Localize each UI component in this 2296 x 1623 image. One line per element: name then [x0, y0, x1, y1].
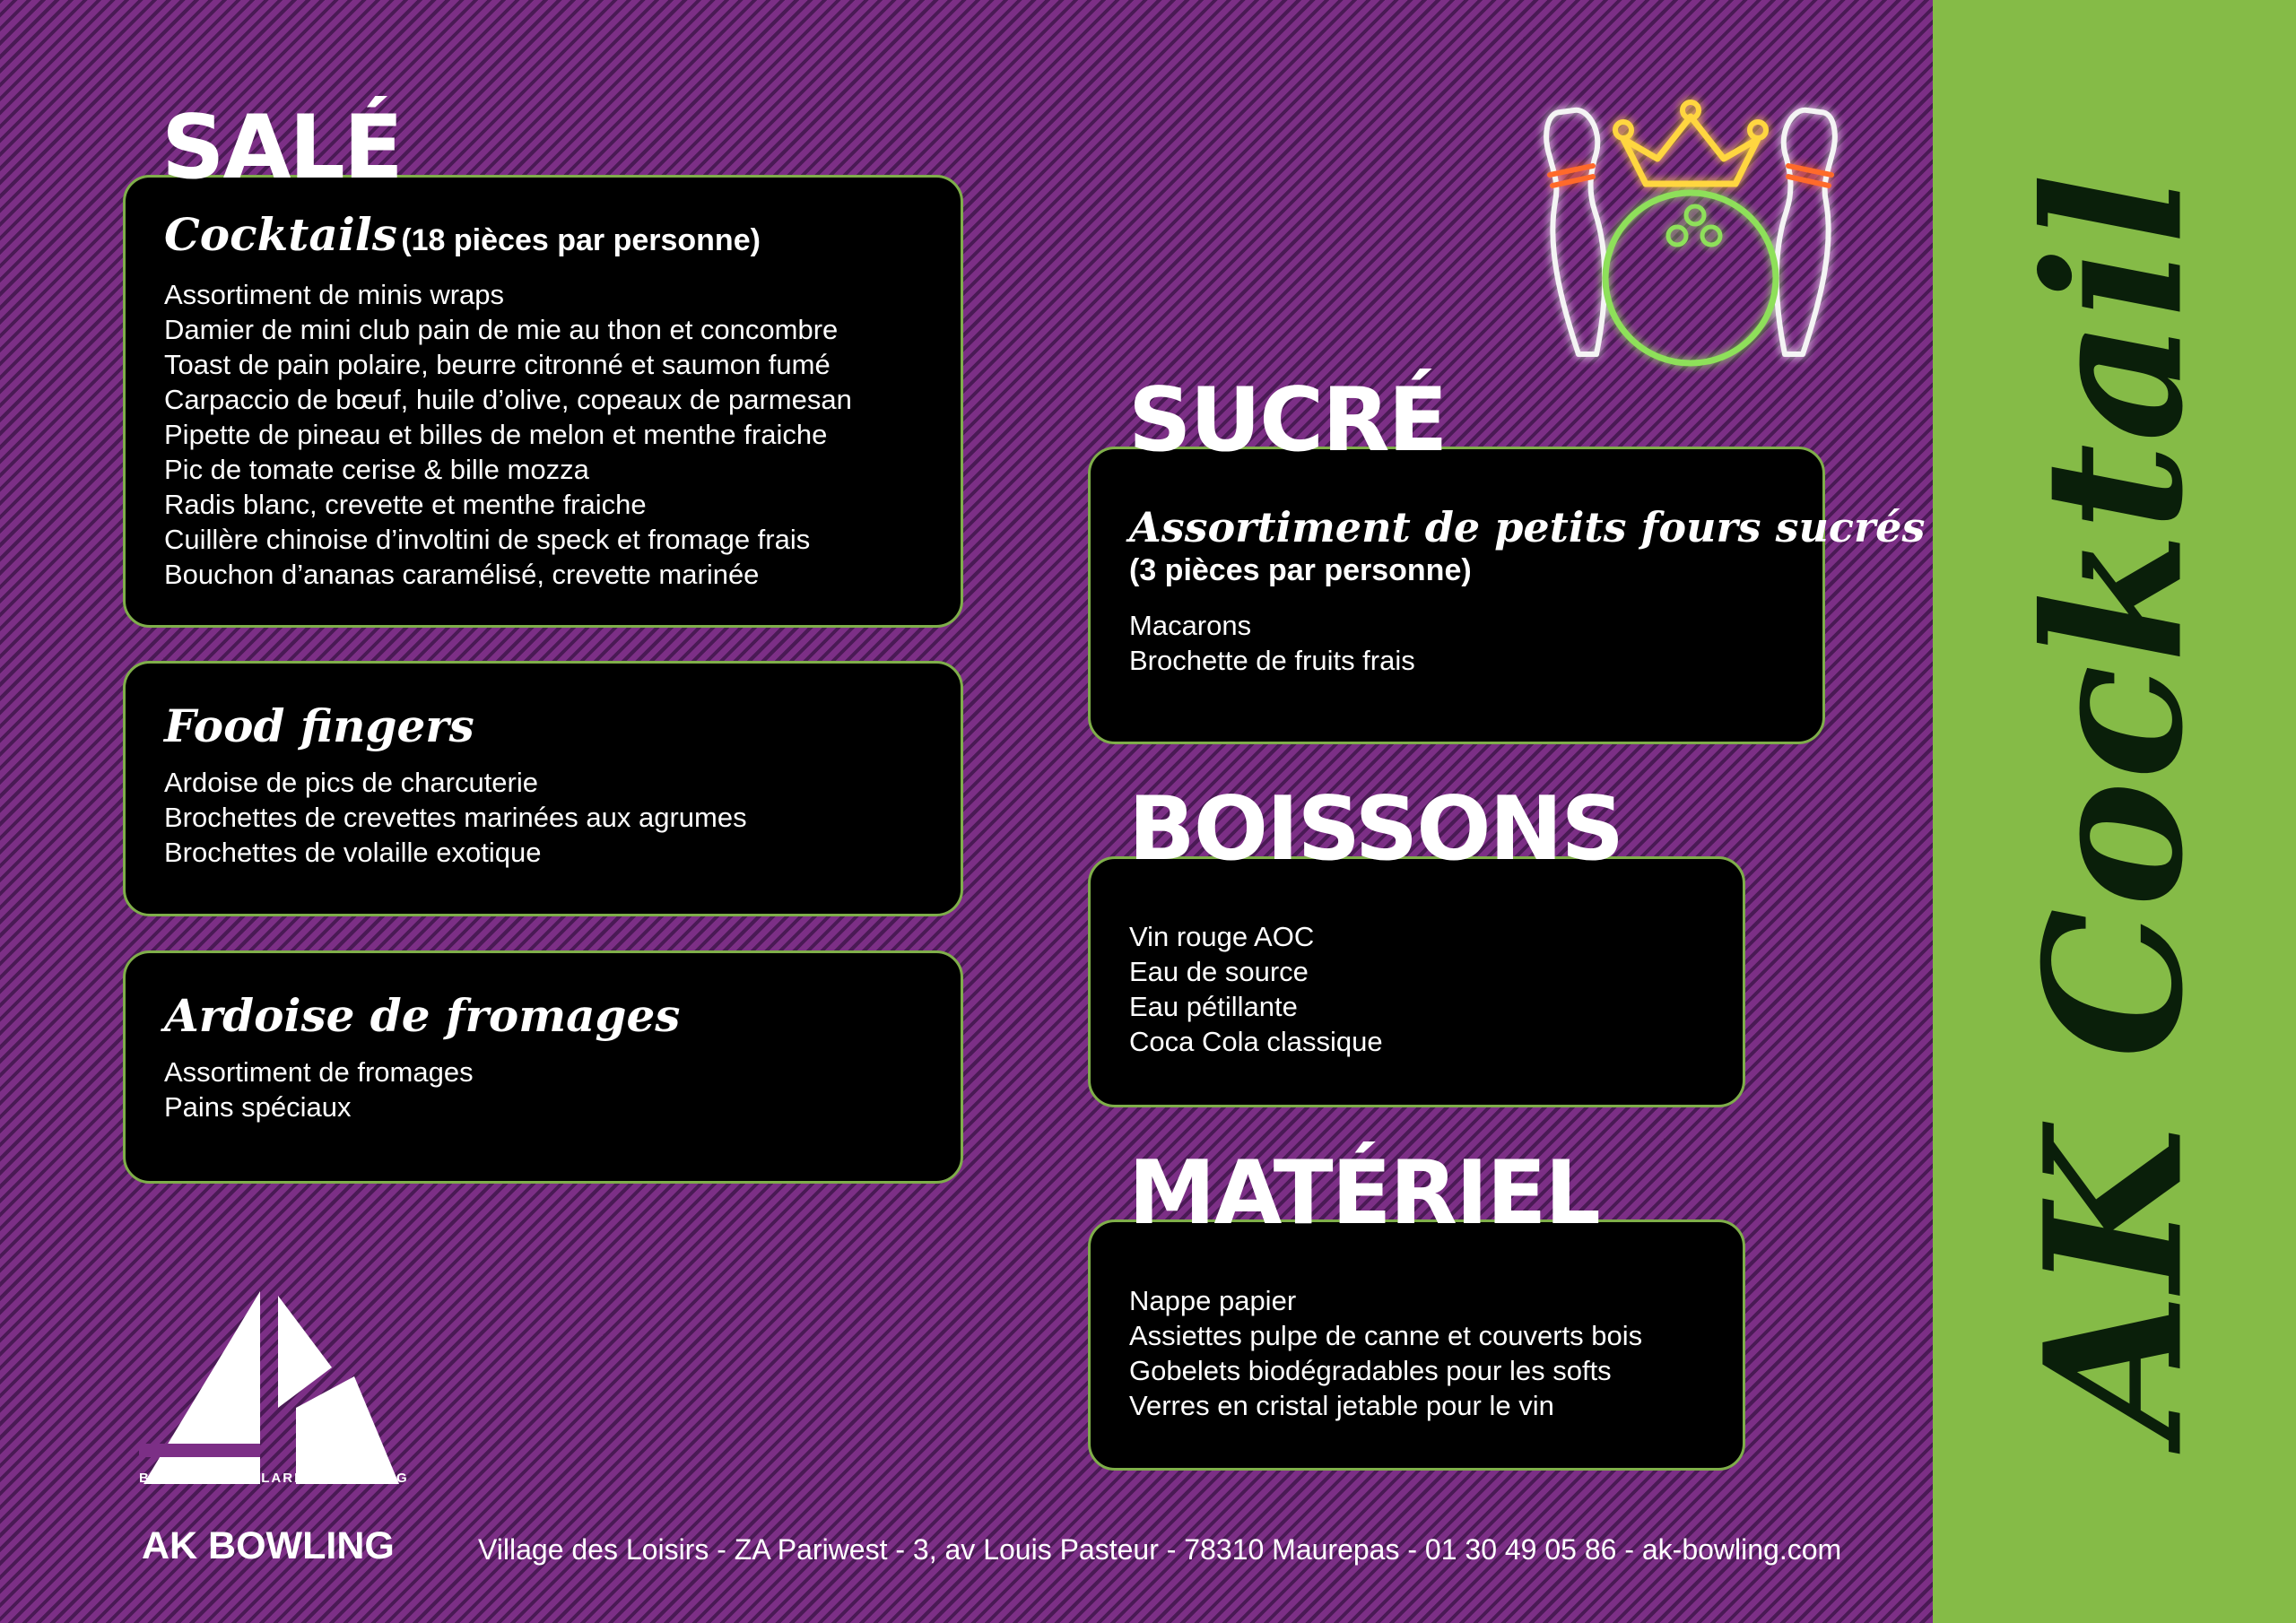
fromages-box: [123, 950, 963, 1184]
list-item: Gobelets biodégradables pour les softs: [1129, 1355, 1612, 1386]
list-item: Damier de mini club pain de mie au thon et concombre: [164, 314, 839, 345]
materiel-box: [1088, 1219, 1745, 1471]
list-item: Assortiment de minis wraps: [164, 279, 505, 310]
food-fingers-heading: Food fingers: [164, 699, 474, 752]
list-item: Pipette de pineau et billes de melon et menthe fraiche: [164, 419, 828, 450]
list-item: Cuillère chinoise d’involtini de speck et fromage frais: [164, 524, 811, 555]
sale-title: SALÉ: [161, 97, 402, 199]
list-item: Pic de tomate cerise & bille mozza: [164, 454, 589, 485]
list-item: Eau pétillante: [1129, 991, 1298, 1022]
list-item: Macarons: [1129, 610, 1252, 641]
sucre-title: SUCRÉ: [1128, 369, 1447, 472]
list-item: Coca Cola classique: [1129, 1026, 1383, 1057]
list-item: Vin rouge AOC: [1129, 921, 1315, 952]
list-item: Pains spéciaux: [164, 1091, 352, 1123]
brand-name: AK BOWLING: [142, 1524, 395, 1567]
list-item: Eau de source: [1129, 956, 1309, 987]
sucre-box: [1088, 447, 1926, 744]
neon-bowling-icon: [1525, 85, 1857, 390]
sucre-list: [1129, 608, 1787, 678]
cocktails-box: [123, 175, 963, 628]
fromages-heading: Ardoise de fromages: [164, 989, 681, 1042]
footer-address: Village des Loisirs - ZA Pariwest - 3, av Louis Pasteur - 78310 Maurepas - 01 30 49 05 86 - ak-bowling.com: [478, 1533, 1842, 1566]
logo-tagline: BOWLING • BILLARD • CLUBBING: [139, 1471, 409, 1486]
cocktails-list: [164, 277, 925, 592]
food-fingers-list: [164, 765, 925, 870]
cocktails-note: (18 pièces par personne): [401, 223, 761, 257]
sucre-heading: Assortiment de petits fours sucrés: [1129, 503, 1926, 551]
list-item: Assortiment de fromages: [164, 1056, 474, 1088]
food-fingers-box: [123, 661, 963, 916]
list-item: Brochette de fruits frais: [1129, 645, 1415, 676]
list-item: Ardoise de pics de charcuterie: [164, 767, 539, 798]
list-item: Verres en cristal jetable pour le vin: [1129, 1390, 1554, 1421]
list-item: Brochettes de volaille exotique: [164, 837, 542, 868]
fromages-list: [164, 1055, 925, 1124]
list-item: Assiettes pulpe de canne et couverts bois: [1129, 1320, 1643, 1351]
materiel-list: [1129, 1283, 1707, 1423]
boissons-title: BOISSONS: [1128, 778, 1623, 881]
boissons-box: [1088, 856, 1745, 1107]
list-item: Toast de pain polaire, beurre citronné et saumon fumé: [164, 349, 831, 380]
sucre-note: (3 pièces par personne): [1129, 553, 1472, 587]
materiel-title: MATÉRIEL: [1128, 1142, 1599, 1245]
cocktails-heading: Cocktails: [164, 208, 397, 261]
list-item: Brochettes de crevettes marinées aux agrumes: [164, 802, 747, 833]
boissons-list: [1129, 919, 1707, 1059]
list-item: Nappe papier: [1129, 1285, 1297, 1316]
ak-logo-icon: [139, 1291, 409, 1493]
ak-cocktail-title: AK Cocktail: [2003, 171, 2225, 1439]
list-item: Carpaccio de bœuf, huile d’olive, copeaux de parmesan: [164, 384, 852, 415]
list-item: Radis blanc, crevette et menthe fraiche: [164, 489, 647, 520]
list-item: Bouchon d’ananas caramélisé, crevette marinée: [164, 559, 760, 590]
